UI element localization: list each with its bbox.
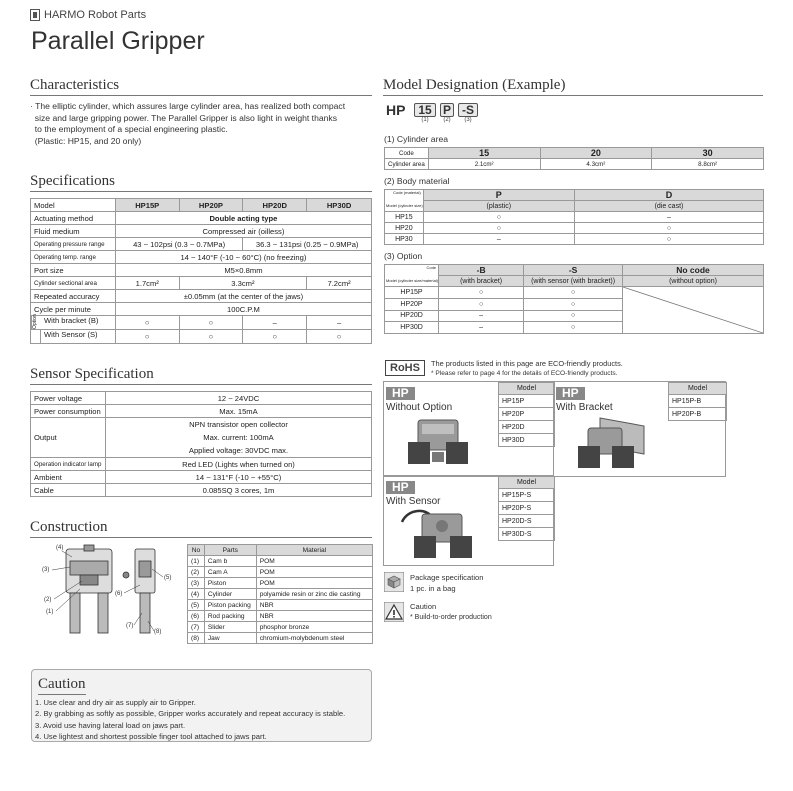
rohs-line: * Please refer to page 4 for the details of ECO-friendly products. xyxy=(431,370,618,377)
option-label: (3) Option xyxy=(384,251,423,261)
product-label: With Bracket xyxy=(556,402,613,413)
option-value: ○ xyxy=(524,322,623,334)
part-material: NBR xyxy=(256,600,372,611)
product-badge: HP xyxy=(556,387,585,400)
spec-label: Operating temp. range xyxy=(31,251,116,264)
table-row xyxy=(188,545,373,556)
characteristics-line: (Plastic: HP15, and 20 only) xyxy=(30,135,142,146)
model-item: HP20D-S xyxy=(499,515,555,528)
table-row xyxy=(31,303,372,316)
caution-item: 3. Avoid use having lateral load on jaws part. xyxy=(35,720,186,730)
construction-diagram xyxy=(40,543,185,645)
spec-value: – xyxy=(243,316,307,330)
sensor-value: 14 ~ 131°F (-10 ~ +55°C) xyxy=(105,471,371,484)
code-label: Code xyxy=(385,148,429,159)
characteristics-line: size and large gripping power. The Parallel Gripper is also light in weight thanks xyxy=(30,112,337,123)
spec-header-model: Model xyxy=(31,199,116,212)
option-model: HP30D xyxy=(385,322,439,334)
area-label: Cylinder area xyxy=(385,159,429,170)
option-model: HP15P xyxy=(385,287,439,299)
spec-label: Fluid medium xyxy=(31,225,116,238)
part-name: Piston xyxy=(204,578,256,589)
table-row xyxy=(385,265,764,276)
spec-label: Cylinder sectional area xyxy=(31,277,116,290)
table-row xyxy=(31,471,372,484)
designation-code-box: P xyxy=(440,103,454,117)
caution-note-title: Caution xyxy=(410,602,437,611)
table-row xyxy=(31,212,372,225)
callout-label: (6) xyxy=(115,591,123,597)
caution-note-detail: * Build-to-order production xyxy=(410,614,492,621)
spec-label: With bracket (B) xyxy=(44,316,99,325)
part-material: NBR xyxy=(256,611,372,622)
gripper-sensor-photo-icon xyxy=(398,504,484,564)
model-item: HP20D xyxy=(499,421,555,434)
body-model: HP20 xyxy=(385,223,424,234)
designation-code-box: 15 xyxy=(414,103,436,117)
option-value: ○ xyxy=(439,287,524,299)
table-row xyxy=(499,383,555,395)
part-material: chromium-molybdenum steel xyxy=(256,633,372,644)
page-title: Parallel Gripper xyxy=(31,27,205,55)
part-no: (7) xyxy=(188,622,205,633)
part-material: POM xyxy=(256,556,372,567)
designation-heading: Model Designation (Example) xyxy=(383,77,763,96)
model-item: HP20P-B xyxy=(669,408,727,421)
option-value: – xyxy=(439,322,524,334)
table-row xyxy=(499,502,555,515)
brand-logo-icon xyxy=(30,9,40,21)
spec-value: ○ xyxy=(115,330,179,344)
spec-label: Actuating method xyxy=(31,212,116,225)
option-code: No code xyxy=(622,265,763,276)
caution-item: 4. Use lightest and shortest possible finger tool attached to jaws part. xyxy=(35,732,267,742)
body-value: ○ xyxy=(423,212,574,223)
output-line: Applied voltage: 30VDC max. xyxy=(188,446,289,455)
spec-value: 43 ~ 102psi (0.3 ~ 0.7MPa) xyxy=(115,238,242,251)
table-row xyxy=(499,408,555,421)
construction-heading: Construction xyxy=(30,519,372,538)
part-name: Jaw xyxy=(204,633,256,644)
spec-value: ±0.05mm (at the center of the jaws) xyxy=(115,290,371,303)
option-desc: (with sensor (with bracket)) xyxy=(524,276,623,287)
table-row xyxy=(499,395,555,408)
body-material: (die cast) xyxy=(574,201,763,212)
corner-top: Code xyxy=(426,265,437,270)
sensor-label: Ambient xyxy=(31,471,106,484)
spec-value: 100C.P.M xyxy=(115,303,371,316)
spec-value: ○ xyxy=(179,316,243,330)
table-row xyxy=(188,600,373,611)
table-row xyxy=(385,223,764,234)
table-row xyxy=(31,316,372,330)
table-row xyxy=(31,264,372,277)
table-row xyxy=(188,556,373,567)
spec-label: Operating pressure range xyxy=(31,238,116,251)
designation-prefix: HP xyxy=(386,102,406,118)
sensor-label: Power voltage xyxy=(31,392,106,405)
part-material: POM xyxy=(256,567,372,578)
product-panel-with-sensor xyxy=(383,475,554,566)
characteristics-line: to the employment of a special engineering plastic. xyxy=(30,124,228,135)
spec-header: HP20P xyxy=(179,199,243,212)
table-row xyxy=(188,611,373,622)
table-row xyxy=(499,515,555,528)
body-value: ○ xyxy=(423,223,574,234)
sensor-value: 0.085SQ 3 cores, 1m xyxy=(105,484,371,497)
table-row xyxy=(31,458,372,471)
spec-label: Port size xyxy=(31,264,116,277)
spec-value: ○ xyxy=(115,316,179,330)
body-material: (plastic) xyxy=(423,201,574,212)
sensor-spec-heading: Sensor Specification xyxy=(30,366,372,385)
table-row xyxy=(31,484,372,497)
sensor-label: Power consumption xyxy=(31,405,106,418)
rohs-line: The products listed in this page are ECO-friendly products. xyxy=(431,359,623,368)
product-panel-with-bracket xyxy=(553,381,726,477)
option-desc: (without option) xyxy=(622,276,763,287)
caution-item: 1. Use clear and dry air as supply air to Gripper. xyxy=(35,698,196,707)
sensor-output-value xyxy=(105,418,371,458)
callout-label: (4) xyxy=(56,545,64,551)
table-row xyxy=(385,287,764,299)
table-row xyxy=(31,330,372,344)
rohs-text xyxy=(431,359,623,379)
table-row xyxy=(385,234,764,245)
model-item: HP20P-S xyxy=(499,502,555,515)
option-model: HP20D xyxy=(385,310,439,322)
body-code: P xyxy=(423,190,574,201)
spec-label: Repeated accuracy xyxy=(31,290,116,303)
model-header: Model xyxy=(669,383,727,395)
spec-value: Double acting type xyxy=(115,212,371,225)
part-no: (2) xyxy=(188,567,205,578)
part-material: phosphor bronze xyxy=(256,622,372,633)
model-list-table xyxy=(668,382,727,421)
callout-label: (2) xyxy=(44,597,52,603)
callout-label: (1) xyxy=(46,609,54,615)
table-row xyxy=(499,489,555,502)
body-code: D xyxy=(574,190,763,201)
package-detail: 1 pc. in a bag xyxy=(410,584,456,593)
spec-value: 3.3cm² xyxy=(179,277,307,290)
callout-label: (8) xyxy=(154,629,162,635)
body-value: – xyxy=(423,234,574,245)
designation-code-num: (3) xyxy=(464,117,472,123)
model-item: HP20P xyxy=(499,408,555,421)
table-row xyxy=(499,477,555,489)
part-name: Cylinder xyxy=(204,589,256,600)
table-row xyxy=(385,190,764,201)
part-name: Cam A xyxy=(204,567,256,578)
spec-value: 1.7cm² xyxy=(115,277,179,290)
body-value: – xyxy=(574,212,763,223)
output-line: NPN transistor open collector xyxy=(189,420,288,429)
parts-header: Material xyxy=(256,545,372,556)
part-no: (3) xyxy=(188,578,205,589)
cylinder-area-table xyxy=(384,147,764,170)
table-row xyxy=(669,395,727,408)
table-row xyxy=(385,159,764,170)
product-badge: HP xyxy=(386,481,415,494)
designation-code-box: -S xyxy=(458,103,478,117)
specifications-table xyxy=(30,198,372,344)
spec-value: 7.2cm² xyxy=(307,277,372,290)
warning-icon xyxy=(384,602,404,622)
model-list-table xyxy=(498,476,555,541)
option-value: – xyxy=(439,310,524,322)
model-item: HP30D-S xyxy=(499,528,555,541)
option-value: ○ xyxy=(524,287,623,299)
corner-bottom: Model (cylinder size/material) xyxy=(386,278,439,283)
caution-list xyxy=(35,697,371,743)
option-label: Option xyxy=(31,316,41,329)
table-row xyxy=(499,434,555,447)
table-row xyxy=(31,290,372,303)
table-row xyxy=(31,418,372,458)
cylinder-area: 4.3cm² xyxy=(540,159,652,170)
body-corner-cell xyxy=(385,190,424,212)
sensor-value: Max. 15mA xyxy=(105,405,371,418)
designation-code-num: (1) xyxy=(421,117,429,123)
spec-label: Cycle per minute xyxy=(31,303,116,316)
table-row xyxy=(385,212,764,223)
model-item: HP15P xyxy=(499,395,555,408)
part-name: Rod packing xyxy=(204,611,256,622)
table-row xyxy=(499,528,555,541)
spec-value: ○ xyxy=(179,330,243,344)
part-material: POM xyxy=(256,578,372,589)
gripper-bracket-photo-icon xyxy=(570,412,650,474)
spec-value: Compressed air (oilless) xyxy=(115,225,371,238)
sensor-value: Red LED (Lights when turned on) xyxy=(105,458,371,471)
product-badge: HP xyxy=(386,387,415,400)
cylinder-area-label: (1) Cylinder area xyxy=(384,134,448,144)
callout-label: (3) xyxy=(42,567,50,573)
sensor-value: 12 ~ 24VDC xyxy=(105,392,371,405)
model-header: Model xyxy=(499,383,555,395)
body-material-label: (2) Body material xyxy=(384,176,450,186)
product-label: With Sensor xyxy=(386,496,441,507)
specifications-heading: Specifications xyxy=(30,173,372,192)
spec-value: ○ xyxy=(243,330,307,344)
table-row xyxy=(669,383,727,395)
package-icon xyxy=(384,572,404,592)
table-row xyxy=(188,589,373,600)
part-no: (8) xyxy=(188,633,205,644)
cylinder-area: 8.8cm² xyxy=(652,159,764,170)
sensor-label: Cable xyxy=(31,484,106,497)
cylinder-area: 2.1cm² xyxy=(428,159,540,170)
model-item: HP30D xyxy=(499,434,555,447)
spec-header: HP15P xyxy=(115,199,179,212)
spec-value: 14 ~ 140°F (-10 ~ 60°C) (no freezing) xyxy=(115,251,371,264)
spec-label: With Sensor (S) xyxy=(44,330,98,339)
option-desc: (with bracket) xyxy=(439,276,524,287)
part-name: Cam b xyxy=(204,556,256,567)
option-value: ○ xyxy=(524,298,623,310)
cylinder-code: 15 xyxy=(428,148,540,159)
characteristics-line: · The elliptic cylinder, which assures large cylinder area, has realized both compact xyxy=(30,101,346,111)
sensor-label: Operation indicator lamp xyxy=(31,458,106,471)
part-no: (6) xyxy=(188,611,205,622)
option-model: HP20P xyxy=(385,298,439,310)
spec-value: 36.3 ~ 131psi (0.25 ~ 0.9MPa) xyxy=(243,238,372,251)
brand-name: HARMO Robot Parts xyxy=(44,9,147,21)
caution-heading: Caution xyxy=(38,676,86,695)
no-code-cell xyxy=(622,287,763,334)
sensor-label: Output xyxy=(31,418,106,458)
body-model: HP15 xyxy=(385,212,424,223)
option-bracket-cell xyxy=(31,316,116,330)
spec-value: – xyxy=(307,316,372,330)
table-row xyxy=(188,578,373,589)
spec-value: M5×0.8mm xyxy=(115,264,371,277)
spec-header: HP20D xyxy=(243,199,307,212)
table-row xyxy=(669,408,727,421)
option-sensor-cell xyxy=(31,330,116,344)
table-row xyxy=(31,225,372,238)
part-material: polyamide resin or zinc die casting xyxy=(256,589,372,600)
table-row xyxy=(31,199,372,212)
table-row xyxy=(385,201,764,212)
callout-label: (7) xyxy=(126,623,134,629)
part-no: (4) xyxy=(188,589,205,600)
table-row xyxy=(188,567,373,578)
cylinder-code: 30 xyxy=(652,148,764,159)
part-name: Piston packing xyxy=(204,600,256,611)
part-no: (5) xyxy=(188,600,205,611)
corner-bottom: Model (cylinder size) xyxy=(386,203,423,208)
part-name: Slider xyxy=(204,622,256,633)
product-panel-without-option xyxy=(383,381,554,477)
body-value: ○ xyxy=(574,223,763,234)
body-material-table xyxy=(384,189,764,245)
cylinder-code: 20 xyxy=(540,148,652,159)
option-code: -S xyxy=(524,265,623,276)
model-header: Model xyxy=(499,477,555,489)
option-table xyxy=(384,264,764,334)
product-label: Without Option xyxy=(386,402,453,413)
table-row xyxy=(188,622,373,633)
parts-header: Parts xyxy=(204,545,256,556)
table-row xyxy=(31,392,372,405)
model-item: HP15P-B xyxy=(669,395,727,408)
sensor-spec-table xyxy=(30,391,372,497)
table-row xyxy=(385,148,764,159)
table-row xyxy=(499,421,555,434)
package-title: Package specification xyxy=(410,573,484,582)
caution-item: 2. By grabbing as softly as possible, Gripper works accurately and repeat accuracy is stable. xyxy=(35,709,346,719)
body-model: HP30 xyxy=(385,234,424,245)
table-row xyxy=(188,633,373,644)
characteristics-heading: Characteristics xyxy=(30,77,372,96)
body-value: ○ xyxy=(574,234,763,245)
output-line: Max. current: 100mA xyxy=(203,433,274,442)
parts-header: No xyxy=(188,545,205,556)
characteristics-text xyxy=(30,101,375,147)
spec-header: HP30D xyxy=(307,199,372,212)
option-code: -B xyxy=(439,265,524,276)
package-spec xyxy=(410,572,483,594)
model-item: HP15P-S xyxy=(499,489,555,502)
designation-code-num: (2) xyxy=(443,117,451,123)
callout-label: (5) xyxy=(164,575,172,581)
table-row xyxy=(31,405,372,418)
model-list-table xyxy=(498,382,555,447)
option-corner-cell xyxy=(385,265,439,287)
table-row xyxy=(31,238,372,251)
table-row xyxy=(31,277,372,290)
spec-value: ○ xyxy=(307,330,372,344)
table-row xyxy=(385,276,764,287)
rohs-badge: RoHS xyxy=(385,360,425,376)
corner-top: Code (material) xyxy=(393,190,421,195)
gripper-photo-icon xyxy=(398,412,478,472)
option-value: ○ xyxy=(439,298,524,310)
caution-note xyxy=(410,601,492,623)
part-no: (1) xyxy=(188,556,205,567)
construction-parts-table xyxy=(187,544,373,644)
diagonal-line xyxy=(623,287,763,333)
caution-box xyxy=(31,669,372,742)
option-value: ○ xyxy=(524,310,623,322)
table-row xyxy=(31,251,372,264)
